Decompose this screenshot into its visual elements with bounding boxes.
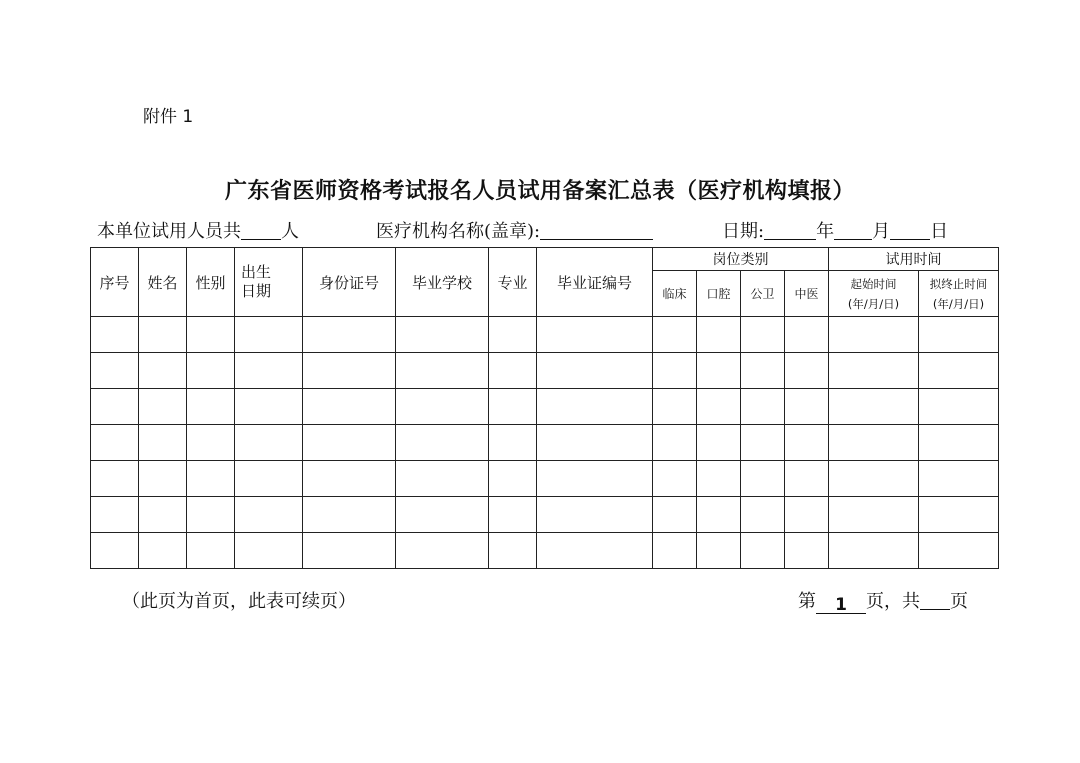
- table-cell[interactable]: [396, 497, 489, 533]
- table-cell[interactable]: [919, 353, 999, 389]
- table-cell[interactable]: [396, 353, 489, 389]
- table-cell[interactable]: [697, 353, 741, 389]
- table-cell[interactable]: [537, 533, 653, 569]
- table-body: [91, 317, 999, 569]
- table-cell[interactable]: [785, 389, 829, 425]
- page-counter: [798, 587, 968, 614]
- table-cell[interactable]: [785, 317, 829, 353]
- post-category-header: 岗位类别: [653, 248, 829, 271]
- table-cell[interactable]: [303, 461, 396, 497]
- count-suffix: 人: [281, 221, 299, 242]
- page-middle: 页，共: [866, 591, 920, 612]
- table-cell[interactable]: [187, 497, 235, 533]
- month-blank[interactable]: [834, 221, 872, 240]
- table-cell[interactable]: [785, 533, 829, 569]
- table-cell[interactable]: [396, 533, 489, 569]
- table-cell[interactable]: [91, 425, 139, 461]
- table-cell[interactable]: [303, 533, 396, 569]
- table-cell[interactable]: [235, 353, 303, 389]
- birth-line2: 日期: [241, 282, 272, 300]
- table-cell[interactable]: [91, 317, 139, 353]
- trial-end-line1: 拟终止时间: [929, 276, 988, 291]
- table-cell[interactable]: [139, 353, 187, 389]
- col-gender: 性别: [187, 248, 235, 317]
- table-cell[interactable]: [653, 353, 697, 389]
- table-cell[interactable]: [919, 461, 999, 497]
- trial-end-line2: (年/月/日): [932, 296, 985, 311]
- table-cell[interactable]: [303, 317, 396, 353]
- table-cell[interactable]: [235, 317, 303, 353]
- trial-start-line2: (年/月/日): [847, 296, 900, 311]
- table-cell[interactable]: [91, 533, 139, 569]
- table-cell[interactable]: [829, 353, 919, 389]
- table-cell[interactable]: [785, 353, 829, 389]
- col-cert-number: 毕业证编号: [537, 248, 653, 317]
- table-row: [91, 497, 999, 533]
- table-row: [91, 461, 999, 497]
- table-cell[interactable]: [489, 461, 537, 497]
- table-cell[interactable]: [235, 461, 303, 497]
- table-cell[interactable]: [489, 389, 537, 425]
- total-pages-blank[interactable]: [920, 591, 950, 610]
- page-number: 1: [816, 595, 866, 614]
- table-cell[interactable]: [139, 497, 187, 533]
- page-suffix: 页: [950, 591, 968, 612]
- table-cell[interactable]: [91, 353, 139, 389]
- table-cell[interactable]: [139, 389, 187, 425]
- table-cell[interactable]: [91, 461, 139, 497]
- table-cell[interactable]: [303, 497, 396, 533]
- table-cell[interactable]: [139, 317, 187, 353]
- table-cell[interactable]: [697, 461, 741, 497]
- table-cell[interactable]: [785, 425, 829, 461]
- table-cell[interactable]: [697, 425, 741, 461]
- table-cell[interactable]: [489, 425, 537, 461]
- table-cell[interactable]: [653, 533, 697, 569]
- table-cell[interactable]: [919, 533, 999, 569]
- table-cell[interactable]: [653, 497, 697, 533]
- table-cell[interactable]: [653, 317, 697, 353]
- table-cell[interactable]: [537, 461, 653, 497]
- trial-start: [829, 271, 919, 317]
- table-cell[interactable]: [303, 389, 396, 425]
- table-cell[interactable]: [235, 425, 303, 461]
- table-cell[interactable]: [537, 389, 653, 425]
- table-cell[interactable]: [303, 353, 396, 389]
- table-cell[interactable]: [139, 425, 187, 461]
- table-cell[interactable]: [187, 317, 235, 353]
- table-cell[interactable]: [829, 461, 919, 497]
- table-cell[interactable]: [697, 497, 741, 533]
- table-row: [91, 317, 999, 353]
- col-major: 专业: [489, 248, 537, 317]
- date-label: 日期:: [722, 221, 765, 242]
- col-id-number: 身份证号: [303, 248, 396, 317]
- count-blank[interactable]: [241, 221, 281, 240]
- table-row: [91, 533, 999, 569]
- birth-line1: 出生: [241, 263, 272, 281]
- table-cell[interactable]: [829, 425, 919, 461]
- table-cell[interactable]: [697, 389, 741, 425]
- post-tcm: 中医: [785, 271, 829, 317]
- month-label: 月: [872, 221, 891, 242]
- table-cell[interactable]: [829, 497, 919, 533]
- table-cell[interactable]: [829, 389, 919, 425]
- org-name-blank[interactable]: [540, 221, 653, 240]
- table-cell[interactable]: [829, 317, 919, 353]
- table-cell[interactable]: [829, 533, 919, 569]
- table-cell[interactable]: [741, 497, 785, 533]
- table-cell[interactable]: [396, 317, 489, 353]
- table-cell[interactable]: [653, 461, 697, 497]
- org-label: 医疗机构名称(盖章):: [376, 221, 541, 242]
- year-blank[interactable]: [764, 221, 816, 240]
- col-seq: 序号: [91, 248, 139, 317]
- count-prefix: 本单位试用人员共: [97, 221, 241, 242]
- table-cell[interactable]: [741, 389, 785, 425]
- table-cell[interactable]: [187, 533, 235, 569]
- table-cell[interactable]: [235, 389, 303, 425]
- table-cell[interactable]: [187, 461, 235, 497]
- table-cell[interactable]: [91, 497, 139, 533]
- table-cell[interactable]: [741, 425, 785, 461]
- table-cell[interactable]: [653, 425, 697, 461]
- col-birth-date: [235, 248, 303, 317]
- table-cell[interactable]: [697, 533, 741, 569]
- table-cell[interactable]: [489, 533, 537, 569]
- trial-time-header: 试用时间: [829, 248, 999, 271]
- day-label: 日: [930, 221, 949, 242]
- page-prefix: 第: [798, 591, 816, 612]
- table-cell[interactable]: [919, 389, 999, 425]
- table-cell[interactable]: [396, 389, 489, 425]
- table-cell[interactable]: [537, 353, 653, 389]
- table-cell[interactable]: [139, 461, 187, 497]
- table-cell[interactable]: [785, 461, 829, 497]
- table-cell[interactable]: [741, 353, 785, 389]
- table-row: [91, 389, 999, 425]
- table-cell[interactable]: [741, 533, 785, 569]
- table-cell[interactable]: [489, 317, 537, 353]
- table-cell[interactable]: [537, 425, 653, 461]
- trial-end: [919, 271, 999, 317]
- table-cell[interactable]: [91, 389, 139, 425]
- table-cell[interactable]: [139, 533, 187, 569]
- year-label: 年: [816, 221, 835, 242]
- trial-count-line: [97, 217, 299, 243]
- table-cell[interactable]: [537, 317, 653, 353]
- table-cell[interactable]: [741, 317, 785, 353]
- col-name: 姓名: [139, 248, 187, 317]
- table-cell[interactable]: [303, 425, 396, 461]
- table-row: [91, 425, 999, 461]
- footer-note: （此页为首页，此表可续页）: [122, 591, 356, 612]
- table-cell[interactable]: [187, 353, 235, 389]
- post-public-health: 公卫: [741, 271, 785, 317]
- table-cell[interactable]: [785, 497, 829, 533]
- registration-table: [90, 247, 999, 569]
- org-name-line: [376, 217, 653, 243]
- table-cell[interactable]: [741, 461, 785, 497]
- table-cell[interactable]: [396, 461, 489, 497]
- table-cell[interactable]: [537, 497, 653, 533]
- table-cell[interactable]: [235, 533, 303, 569]
- table-cell[interactable]: [919, 497, 999, 533]
- trial-start-line1: 起始时间: [850, 276, 897, 291]
- table-cell[interactable]: [187, 389, 235, 425]
- table-cell[interactable]: [235, 497, 303, 533]
- attachment-label: 附件 1: [143, 107, 194, 127]
- table-cell[interactable]: [396, 425, 489, 461]
- table-cell[interactable]: [489, 353, 537, 389]
- post-clinical: 临床: [653, 271, 697, 317]
- form-title: 广东省医师资格考试报名人员试用备案汇总表（医疗机构填报）: [224, 178, 855, 204]
- day-blank[interactable]: [890, 221, 930, 240]
- table-row: [91, 353, 999, 389]
- table-cell[interactable]: [489, 497, 537, 533]
- table-cell[interactable]: [697, 317, 741, 353]
- post-dental: 口腔: [697, 271, 741, 317]
- date-line: [722, 217, 948, 243]
- table-cell[interactable]: [919, 425, 999, 461]
- table-cell[interactable]: [919, 317, 999, 353]
- table-cell[interactable]: [187, 425, 235, 461]
- col-school: 毕业学校: [396, 248, 489, 317]
- table-cell[interactable]: [653, 389, 697, 425]
